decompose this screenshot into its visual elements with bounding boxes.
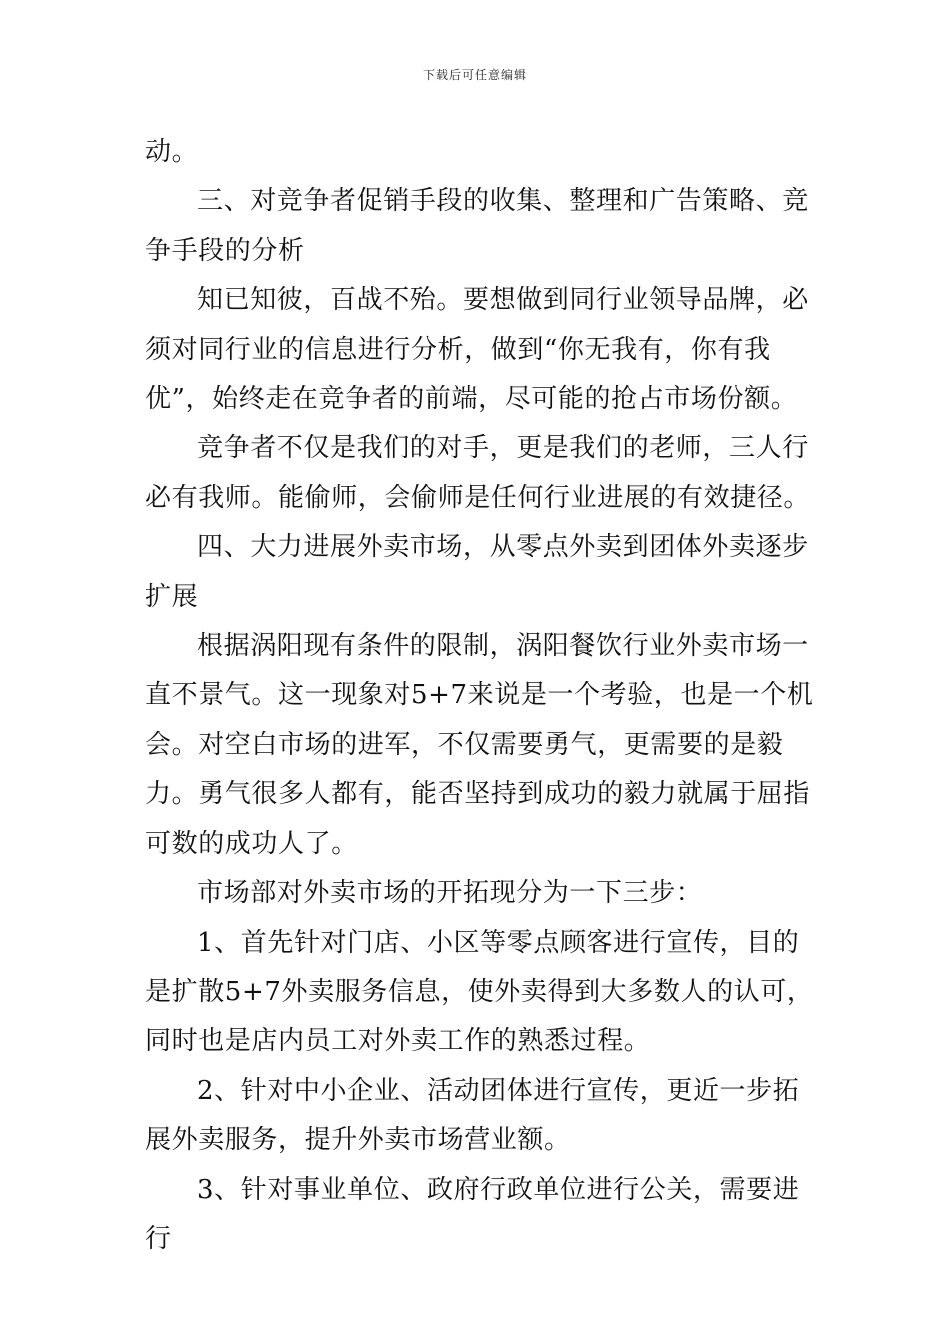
list-item: 2、针对中小企业、活动团体进行宣传，更近一步拓展外卖服务，提升外卖市场营业额。 bbox=[145, 1075, 800, 1156]
paragraph: 根据涡阳现有条件的限制，涡阳餐饮行业外卖市场一直不景气。这一现象对5+7来说是一个考验，也是一个机会。对空白市场的进军，不仅需要勇气，更需要的是毅力。勇气很多人都有，能否坚持到成功的毅力就属于屈指可数的成功人了。 bbox=[145, 631, 814, 859]
page-header: 下载后可任意编辑 bbox=[422, 68, 527, 82]
document-body bbox=[145, 128, 817, 1264]
paragraph: 竞争者不仅是我们的对手，更是我们的老师，三人行必有我师。能偷师，会偷师是任何行业进展的有效捷径。 bbox=[145, 433, 811, 513]
list-item: 1、首先针对门店、小区等零点顾客进行宣传，目的是扩散5+7外卖服务信息，使外卖得到大多数人的认可，同时也是店内员工对外卖工作的熟悉过程。 bbox=[145, 927, 814, 1057]
list-item: 3、针对事业单位、政府行政单位进行公关，需要进行 bbox=[145, 1174, 800, 1254]
section-heading: 四、大力进展外卖市场，从零点外卖到团体外卖逐步扩展 bbox=[145, 532, 809, 612]
paragraph: 动。 bbox=[145, 137, 199, 167]
paragraph: 知已知彼，百战不殆。要想做到同行业领导品牌，必须对同行业的信息进行分析，做到“你无我有，你有我优”，始终走在竞争者的前端，尽可能的抢占市场份额。 bbox=[145, 285, 809, 415]
paragraph: 市场部对外卖市场的开拓现分为一下三步： bbox=[197, 878, 703, 909]
section-heading: 三、对竞争者促销手段的收集、整理和广告策略、竞争手段的分析 bbox=[145, 186, 809, 266]
